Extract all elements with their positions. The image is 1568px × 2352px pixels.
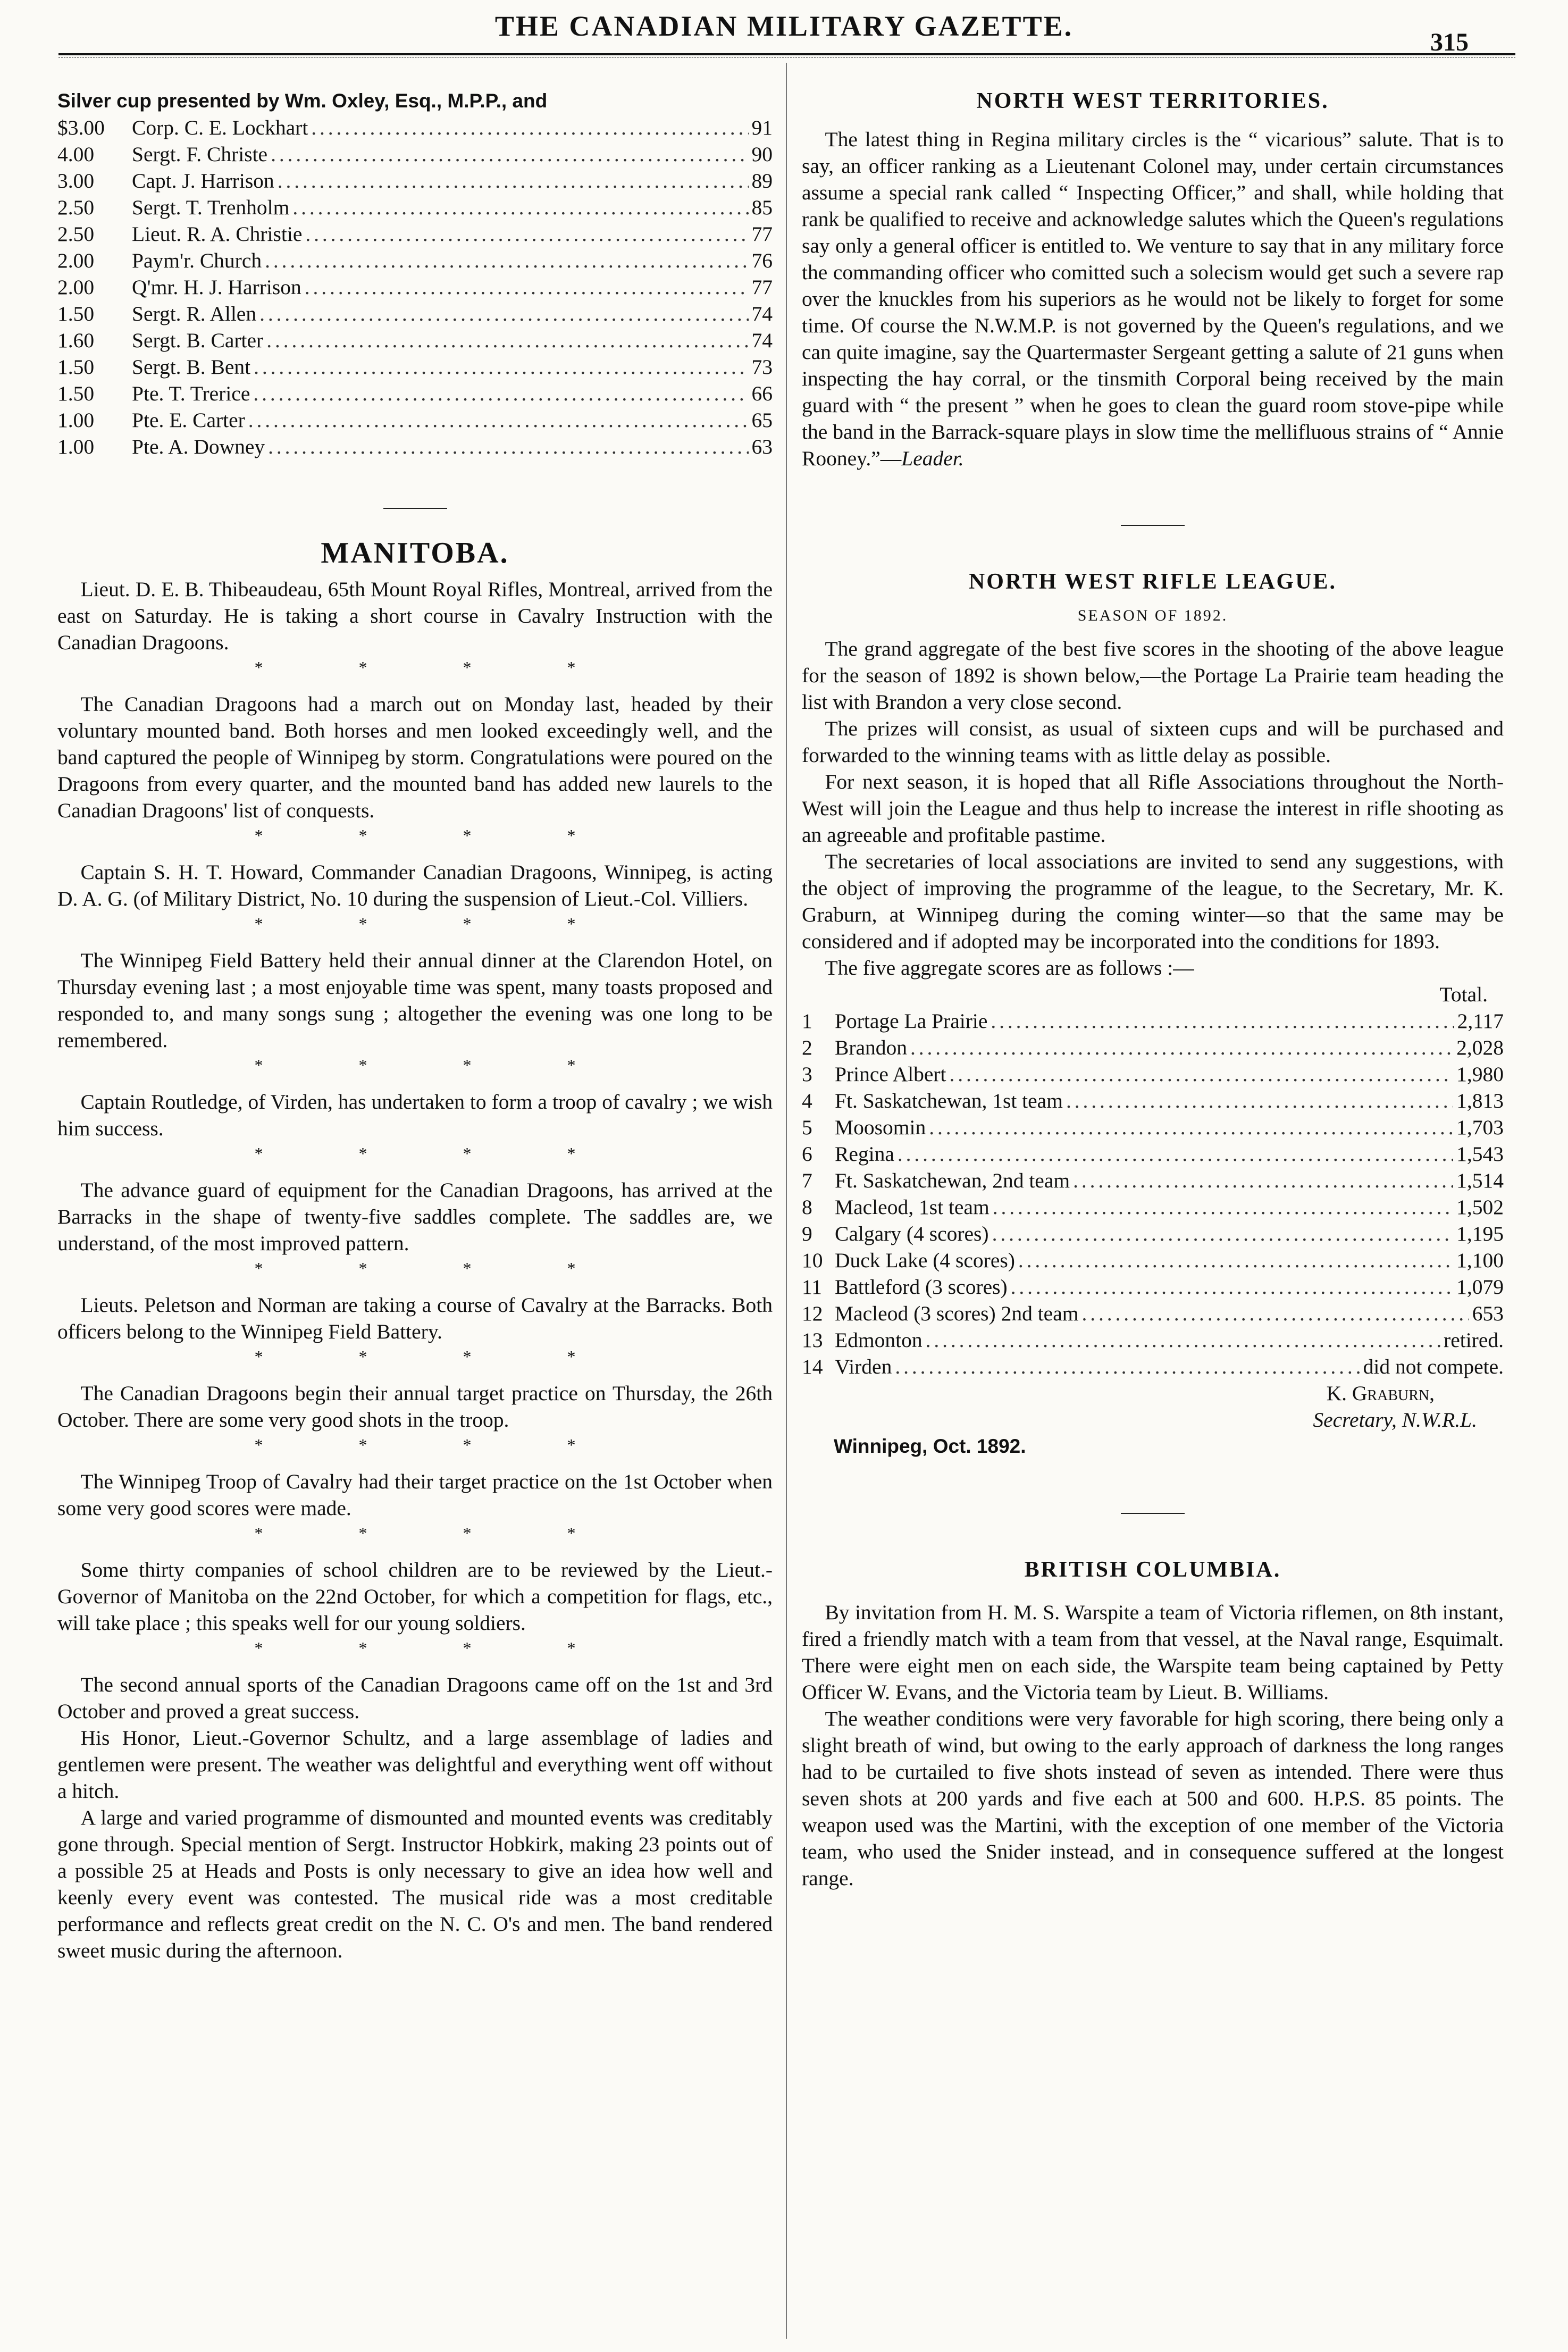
league-rank: 12 [802,1302,823,1325]
league-paragraph: The five aggregate scores are as follows :— [825,956,1194,980]
league-row [802,1167,1504,1194]
league-rank: 4 [802,1089,812,1112]
prize-name: Paym'r. Church [132,249,262,272]
manitoba-paragraph: Lieuts. Peletson and Norman are taking a course of Cavalry at the Barracks. Both officers belong to the Winnipeg Field Battery. [57,1293,773,1343]
prize-row [57,247,773,274]
stars-separator: * * * * [254,1347,622,1366]
manitoba-paragraph: Captain Routledge, of Virden, has undertaken to form a troop of cavalry ; we wish him success. [57,1090,773,1140]
bc-paragraph: The weather conditions were very favorable for high scoring, there being only a slight breath of wind, but owing to the early approach of darkness the long ranges had to be curtailed to five shots instead of seven as intended. There were thus seven shots at 200 yards and five each at 500 and 600. H.P.S. 85 points. The weapon used was the Martini, with the exception of one member of the Victoria team, who used the Snider instead, and in consequence suffered at the longest range. [802,1707,1504,1890]
masthead-rule-dashed [58,57,1515,58]
manitoba-paragraph: The second annual sports of the Canadian Dragoons came off on the 1st and 3rd October and proved a great success. [57,1673,773,1723]
prize-name: Sergt. B. Bent [132,355,251,379]
league-total: 2,117 [1457,1009,1504,1033]
nwt-paragraph [802,126,1504,472]
prize-score: 63 [751,435,773,458]
manitoba-paragraph: Lieut. D. E. B. Thibeaudeau, 65th Mount Royal Rifles, Montreal, arrived from the east on Saturday. He is taking a short course in Cavalry Instruction with the Canadian Dragoons. [57,577,773,654]
prize-name: Sergt. F. Christe [132,143,268,166]
league-rank: 11 [802,1275,823,1299]
prize-row [57,194,773,221]
prize-name: Pte. T. Trerice [132,382,250,405]
signature-title: Secretary, N.W.R.L. [1313,1408,1477,1432]
manitoba-paragraph: Some thirty companies of school children are to be reviewed by the Lieut.-Governor of Manitoba on the 22nd October, for which a competition for flags, etc., will take place ; this speaks well for our young soldiers. [57,1558,773,1635]
league-row [802,1300,1504,1327]
prize-score: 77 [751,275,773,299]
league-team: Calgary (4 scores) [835,1222,989,1245]
prize-score: 77 [751,222,773,246]
manitoba-paragraph: The Winnipeg Troop of Cavalry had their target practice on the 1st October when some very good scores were made. [57,1470,773,1520]
league-row [802,1327,1504,1353]
nwt-heading: NORTH WEST TERRITORIES. [976,89,1329,113]
league-team: Regina [835,1142,894,1166]
left-column [57,88,773,1964]
league-team: Duck Lake (4 scores) [835,1249,1015,1272]
manitoba-paragraph: The Canadian Dragoons had a march out on Monday last, headed by their voluntary mounted band. Both horses and men looked exceedingly well, and the band captured the people of Winnipeg by storm. Congratulations were poured on the Dragoons from every quarter, and the mounted band has added new laurels to the Canadian Dragoons' list of conquests. [57,692,773,822]
prize-score: 74 [751,302,773,325]
league-rank: 7 [802,1169,812,1192]
rifle-league-subheading: SEASON OF 1892. [1077,607,1228,624]
manitoba-paragraph: The Canadian Dragoons begin their annual target practice on Thursday, the 26th October. There are some very good shots in the troop. [57,1382,773,1432]
league-row [802,1061,1504,1087]
prize-row [57,327,773,354]
signature-name: K. Graburn, [1326,1382,1435,1405]
league-team: Macleod (3 scores) 2nd team [835,1302,1079,1325]
league-team: Moosomin [835,1116,926,1139]
league-paragraph: The secretaries of local associations are invited to send any suggestions, with the object of improving the programme of the league, to the Secretary, Mr. K. Graburn, at Winnipeg during the coming winter—so that the same may be considered and if adopted may be incorporated into the conditions for 1893. [802,850,1504,953]
prize-row [57,141,773,168]
bc-paragraph: By invitation from H. M. S. Warspite a team of Victoria riflemen, on 8th instant, fired a friendly match with a team from that vessel, at the Naval range, Esquimalt. There were eight men on each side, the Warspite team being captained by Petty Officer W. Evans, and the Victoria team by Lieut. B. Williams. [802,1601,1504,1704]
manitoba-paragraph: A large and varied programme of dismounted and mounted events was creditably gone through. Special mention of Sergt. Instructor Hobkirk, making 23 points out of a possible 25 at Heads and Posts is only necessary to give an idea how well and keenly every event was contested. The musical ride was a most creditable performance and reflects great credit on the N. C. O's and men. The band rendered sweet music during the afternoon. [57,1806,773,1962]
nwt-source: Leader. [901,447,964,470]
league-team: Macleod, 1st team [835,1195,990,1219]
league-total: 1,703 [1456,1116,1504,1139]
prize-list-intro: Silver cup presented by Wm. Oxley, Esq., M.P.P., and [57,90,548,112]
manitoba-paragraph: The Winnipeg Field Battery held their annual dinner at the Clarendon Hotel, on Thursday evening last ; a most enjoyable time was spent, many toasts proposed and responded to, and many songs sung ; altogether the evening was one long to be remembered. [57,949,773,1052]
league-total: retired. [1444,1328,1504,1352]
prize-rows [57,114,773,460]
league-paragraph: The grand aggregate of the best five scores in the shooting of the above league for the season of 1892 is shown below,—the Portage La Prairie team heading the list with Brandon a very close second. [802,637,1504,714]
manitoba-section [57,537,773,1964]
league-row [802,1034,1504,1061]
prize-amount: 1.00 [57,435,95,458]
prize-score: 76 [751,249,773,272]
league-row [802,1194,1504,1220]
prize-score: 74 [751,329,773,352]
league-team: Ft. Saskatchewan, 2nd team [835,1169,1070,1192]
prize-row [57,274,773,300]
league-rank: 1 [802,1009,812,1033]
masthead-rule [58,53,1515,55]
prize-score: 85 [751,196,773,219]
prize-amount: 4.00 [57,143,95,166]
prize-amount: 1.50 [57,302,95,325]
league-total: 1,079 [1456,1275,1504,1299]
prize-amount: 2.00 [57,275,95,299]
prize-score: 66 [751,382,773,405]
stars-separator: * * * * [254,826,622,845]
manitoba-paragraph: Captain S. H. T. Howard, Commander Canadian Dragoons, Winnipeg, is acting D. A. G. (of Military District, No. 10 during the suspension of Lieut.-Col. Villiers. [57,860,773,910]
prize-score: 65 [751,408,773,432]
league-total: 1,502 [1456,1195,1504,1219]
prize-amount: 3.00 [57,169,95,192]
place-date: Winnipeg, Oct. 1892. [834,1435,1026,1457]
prize-amount: 1.60 [57,329,95,352]
stars-separator: * * * * [254,1056,622,1075]
prize-score: 90 [751,143,773,166]
league-total: 1,514 [1456,1169,1504,1192]
prize-row [57,380,773,407]
prize-amount: 1.00 [57,408,95,432]
prize-amount: 2.00 [57,249,95,272]
stars-separator: * * * * [254,1435,622,1454]
prize-name: Lieut. R. A. Christie [132,222,303,246]
league-rank: 10 [802,1249,823,1272]
prize-name: Sergt. T. Trenholm [132,196,290,219]
prize-amount: 2.50 [57,222,95,246]
prize-amount: 1.50 [57,382,95,405]
prize-row [57,300,773,327]
right-column [802,88,1504,1891]
prize-score: 89 [751,169,773,192]
league-team: Virden [835,1355,892,1378]
masthead-title: THE CANADIAN MILITARY GAZETTE. [494,10,1074,42]
prize-name: Pte. A. Downey [132,435,265,458]
rifle-league-section [802,568,1504,1460]
stars-separator: * * * * [254,914,622,933]
prize-amount: 2.50 [57,196,95,219]
league-rank: 13 [802,1328,823,1352]
prize-row [57,433,773,460]
league-rank: 6 [802,1142,812,1166]
stars-separator: * * * * [254,1524,622,1543]
prize-name: Capt. J. Harrison [132,169,274,192]
league-table [802,1008,1504,1380]
manitoba-paragraph: The advance guard of equipment for the Canadian Dragoons, has arrived at the Barracks in the shape of twenty-five saddles complete. The saddles are, we understand, of the most improved pattern. [57,1178,773,1255]
nwt-body: The latest thing in Regina military circles is the “ vicarious” salute. That is to say, an officer ranking as a Lieutenant Colonel may, under certain circumstances assume a special rank called “ Inspecting Officer,” and shall, while holding that rank be qualified to receive and acknowledge salutes which the Queen's regulations say only a general officer is entitled to. We venture to say that in any military force the commanding officer who comitted such a solecism would get such a severe rap over the knuckles from his superiors as he would not be likely to forget for some time. Of course the N.W.M.P. is not governed by the Queen's regulations, and we can quite imagine, say the Quartermaster Sergeant getting a salute of 21 guns when inspecting the hay corral, or the tinsmith Corporal being received by the main guard with “ the present ” when he goes to clean the guard room stove-pipe while the band in the Barrack-square plays in slow time the mellifluous strains of “ Annie Rooney.”— [802,128,1504,470]
league-team: Brandon [835,1036,908,1059]
stars-separator: * * * * [254,1638,622,1658]
prize-score: 73 [751,355,773,379]
prize-name: Corp. C. E. Lockhart [132,116,308,139]
total-column-header: Total. [1439,983,1488,1006]
league-total: 1,543 [1456,1142,1504,1166]
prize-name: Sergt. B. Carter [132,329,264,352]
league-total: 2,028 [1456,1036,1504,1059]
prize-row [57,407,773,433]
prize-row [57,221,773,247]
league-row [802,1274,1504,1300]
british-columbia-heading: BRITISH COLUMBIA. [1024,1558,1281,1582]
league-row [802,1008,1504,1034]
prize-name: Q'mr. H. J. Harrison [132,275,301,299]
league-rank: 9 [802,1222,812,1245]
league-row [802,1247,1504,1274]
prize-name: Pte. E. Carter [132,408,245,432]
prize-amount: $3.00 [57,116,105,139]
league-row [802,1114,1504,1141]
league-paragraph: The prizes will consist, as usual of sixteen cups and will be purchased and forwarded to the winning teams with as little delay as possible. [802,717,1504,767]
manitoba-paragraph: His Honor, Lieut.-Governor Schultz, and a large assemblage of ladies and gentlemen were present. The weather was delightful and everything went off without a hitch. [57,1726,773,1803]
league-team: Edmonton [835,1328,923,1352]
league-total: 1,195 [1456,1222,1504,1245]
british-columbia-section [802,1556,1504,1891]
prize-row [57,168,773,194]
league-total: 1,813 [1456,1089,1504,1112]
league-total: 1,980 [1456,1062,1504,1086]
league-row [802,1087,1504,1114]
prize-name: Sergt. R. Allen [132,302,257,325]
stars-separator: * * * * [254,1259,622,1278]
league-rank: 8 [802,1195,812,1219]
league-paragraph: For next season, it is hoped that all Rifle Associations throughout the North-West will join the League and thus help to increase the interest in rifle shooting as an agreeable and profitable pastime. [802,770,1504,847]
nwt-section [802,88,1504,472]
page-number: 315 [1430,28,1469,56]
stars-separator: * * * * [254,1144,622,1163]
league-team: Prince Albert [835,1062,946,1086]
league-total: 653 [1472,1302,1504,1325]
rifle-league-heading: NORTH WEST RIFLE LEAGUE. [968,570,1337,594]
column-divider [786,63,787,2339]
league-team: Battleford (3 scores) [835,1275,1008,1299]
prize-score: 91 [751,116,773,139]
league-rank: 2 [802,1036,812,1059]
league-row [802,1141,1504,1167]
league-rank: 3 [802,1062,812,1086]
league-total: 1,100 [1456,1249,1504,1272]
league-team: Ft. Saskatchewan, 1st team [835,1089,1063,1112]
manitoba-heading: MANITOBA. [321,537,509,570]
stars-separator: * * * * [254,658,622,677]
prize-list [57,88,773,460]
league-rank: 14 [802,1355,823,1378]
league-team: Portage La Prairie [835,1009,988,1033]
league-row [802,1353,1504,1380]
league-row [802,1220,1504,1247]
prize-row [57,354,773,380]
prize-row [57,114,773,141]
league-rank: 5 [802,1116,812,1139]
league-total: did not compete. [1363,1355,1504,1378]
prize-amount: 1.50 [57,355,95,379]
